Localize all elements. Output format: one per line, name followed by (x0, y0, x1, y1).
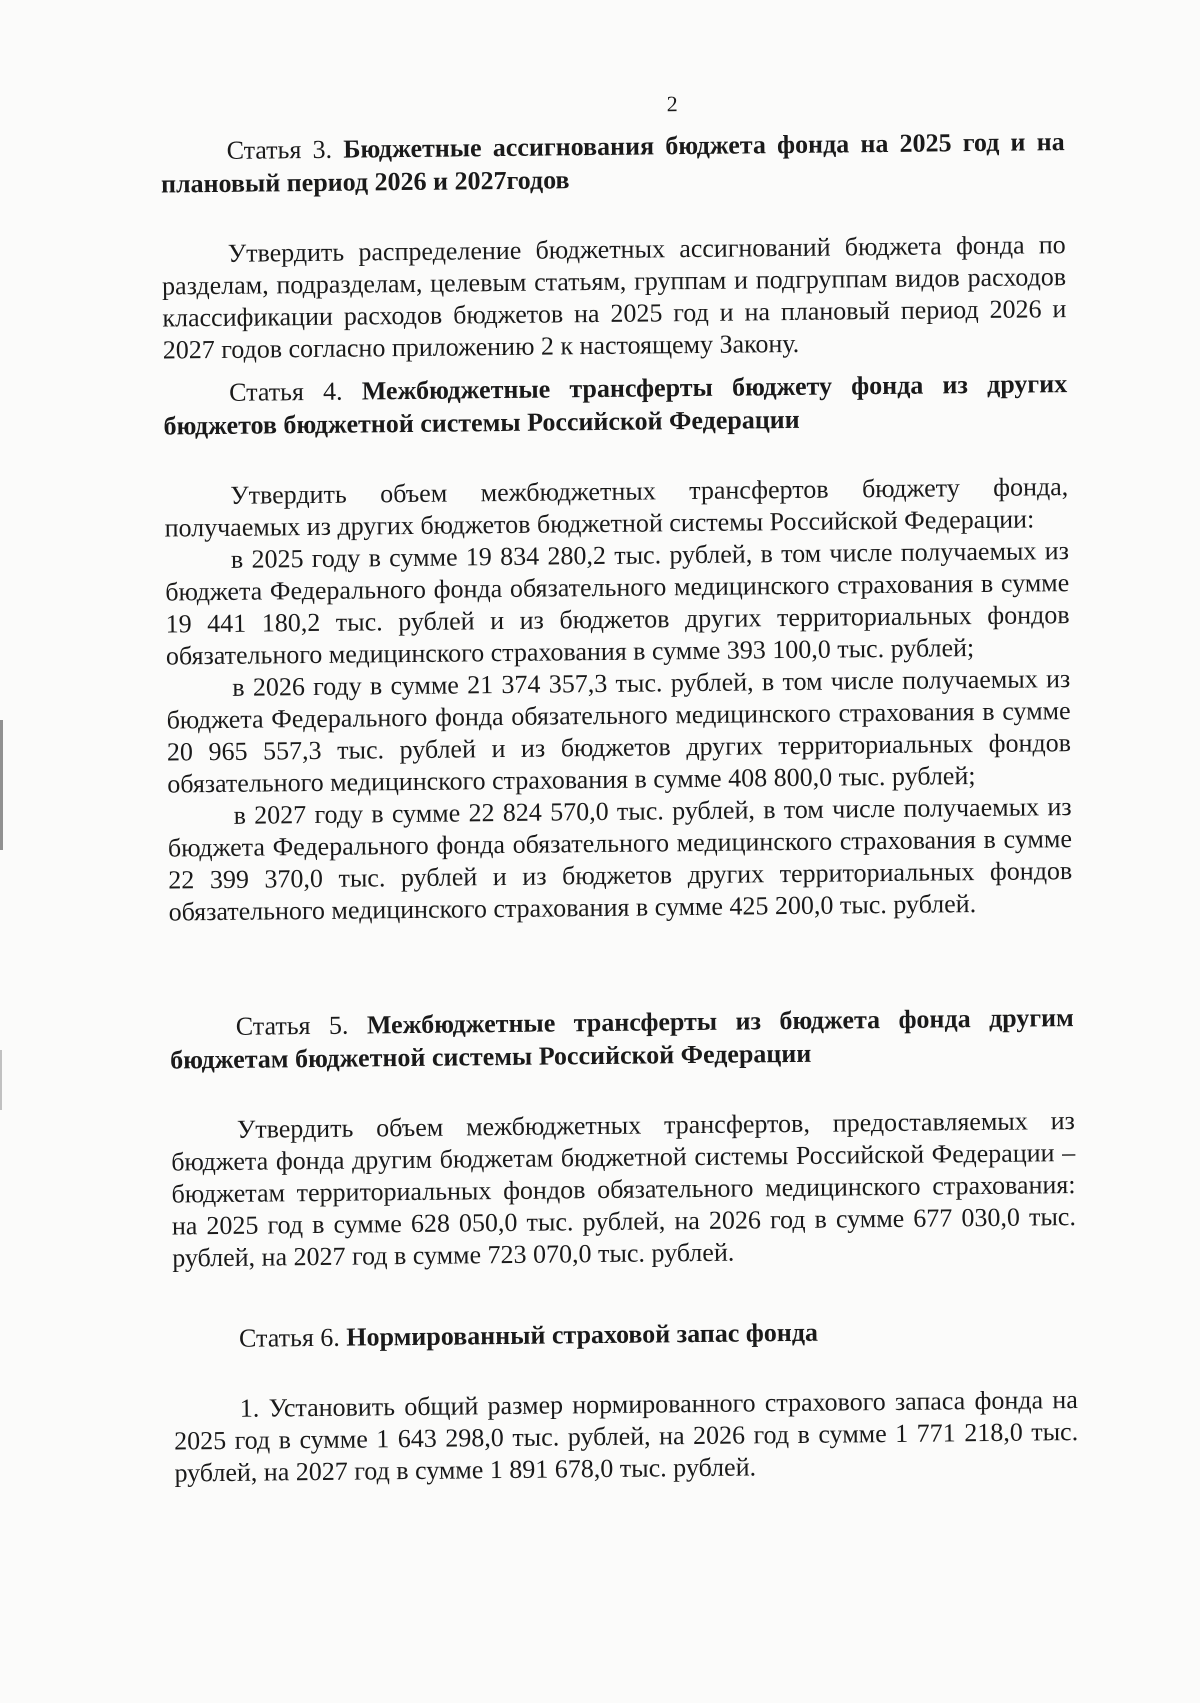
article-number: Статья 6. (238, 1322, 340, 1353)
article-title: Бюджетные ассигнования бюджета фонда на 2025 год и на плановый период 2026 и 2027годов (160, 127, 1065, 199)
article-paragraph: в 2026 году в сумме 21 374 357,3 тыс. рублей, в том числе получаемых из бюджета Федерального фонда обязательного медицинского страхования в сумме 20 965 557,3 тыс. рублей и из бюджетов других территориальных фондов обязательного медицинского страхования в сумме 408 800,0 тыс. рублей; (166, 664, 1072, 799)
article-3 (160, 125, 1066, 366)
page-number: 2 (666, 91, 678, 117)
article-title: Межбюджетные трансферты из бюджета фонда другим бюджетам бюджетной системы Российской Федерации (170, 1003, 1074, 1075)
article-4 (163, 367, 1073, 928)
article-paragraph: Утвердить распределение бюджетных ассигнований бюджета фонда по разделам, подразделам, целевым статьям, группам и подгруппам видов расходов классификации расходов бюджетов на 2025 год и на плановый период 2026 и 2027 годов согласно приложению 2 к настоящему Закону. (161, 230, 1067, 365)
article-6 (173, 1313, 1079, 1489)
article-title: Нормированный страховой запас фонда (346, 1317, 819, 1352)
article-paragraph: Утвердить объем межбюджетных трансфертов, предоставляемых из бюджета фонда другим бюджетам бюджетной системы Российской Федерации – бюджетам территориальных фондов обязательного медицинского страхования: на 2025 год в сумме 628 050,0 тыс. рублей, на 2026 год в сумме 677 030,0 тыс. рублей, на 2027 год в сумме 723 070,0 тыс. рублей. (171, 1106, 1077, 1273)
article-heading (160, 125, 1065, 200)
article-paragraph: Утвердить объем межбюджетных трансфертов бюджету фонда, получаемых из других бюджетов бюджетной системы Российской Федерации: (164, 472, 1069, 543)
article-paragraph: в 2027 году в сумме 22 824 570,0 тыс. рублей, в том числе получаемых из бюджета Федерального фонда обязательного медицинского страхования в сумме 22 399 370,0 тыс. рублей и из бюджетов других территориальных фондов обязательного медицинского страхования в сумме 425 200,0 тыс. рублей. (167, 792, 1073, 927)
article-heading (163, 367, 1068, 442)
article-paragraph: в 2025 году в сумме 19 834 280,2 тыс. рублей, в том числе получаемых из бюджета Федерального фонда обязательного медицинского страхования в сумме 19 441 180,2 тыс. рублей и из бюджетов других территориальных фондов обязательного медицинского страхования в сумме 393 100,0 тыс. рублей; (165, 536, 1070, 671)
article-title: Межбюджетные трансферты бюджету фонда из других бюджетов бюджетной системы Российской Федерации (163, 369, 1068, 441)
article-5 (170, 1001, 1077, 1274)
article-heading (170, 1001, 1075, 1076)
article-paragraph: 1. Установить общий размер нормированного страхового запаса фонда на 2025 год в сумме 1 643 298,0 тыс. рублей, на 2026 год в сумме 1 771 218,0 тыс. рублей, на 2027 год в сумме 1 891 678,0 тыс. рублей. (174, 1385, 1079, 1488)
article-number: Статья 3. (226, 134, 333, 165)
article-number: Статья 4. (229, 376, 343, 407)
article-number: Статья 5. (235, 1010, 349, 1041)
